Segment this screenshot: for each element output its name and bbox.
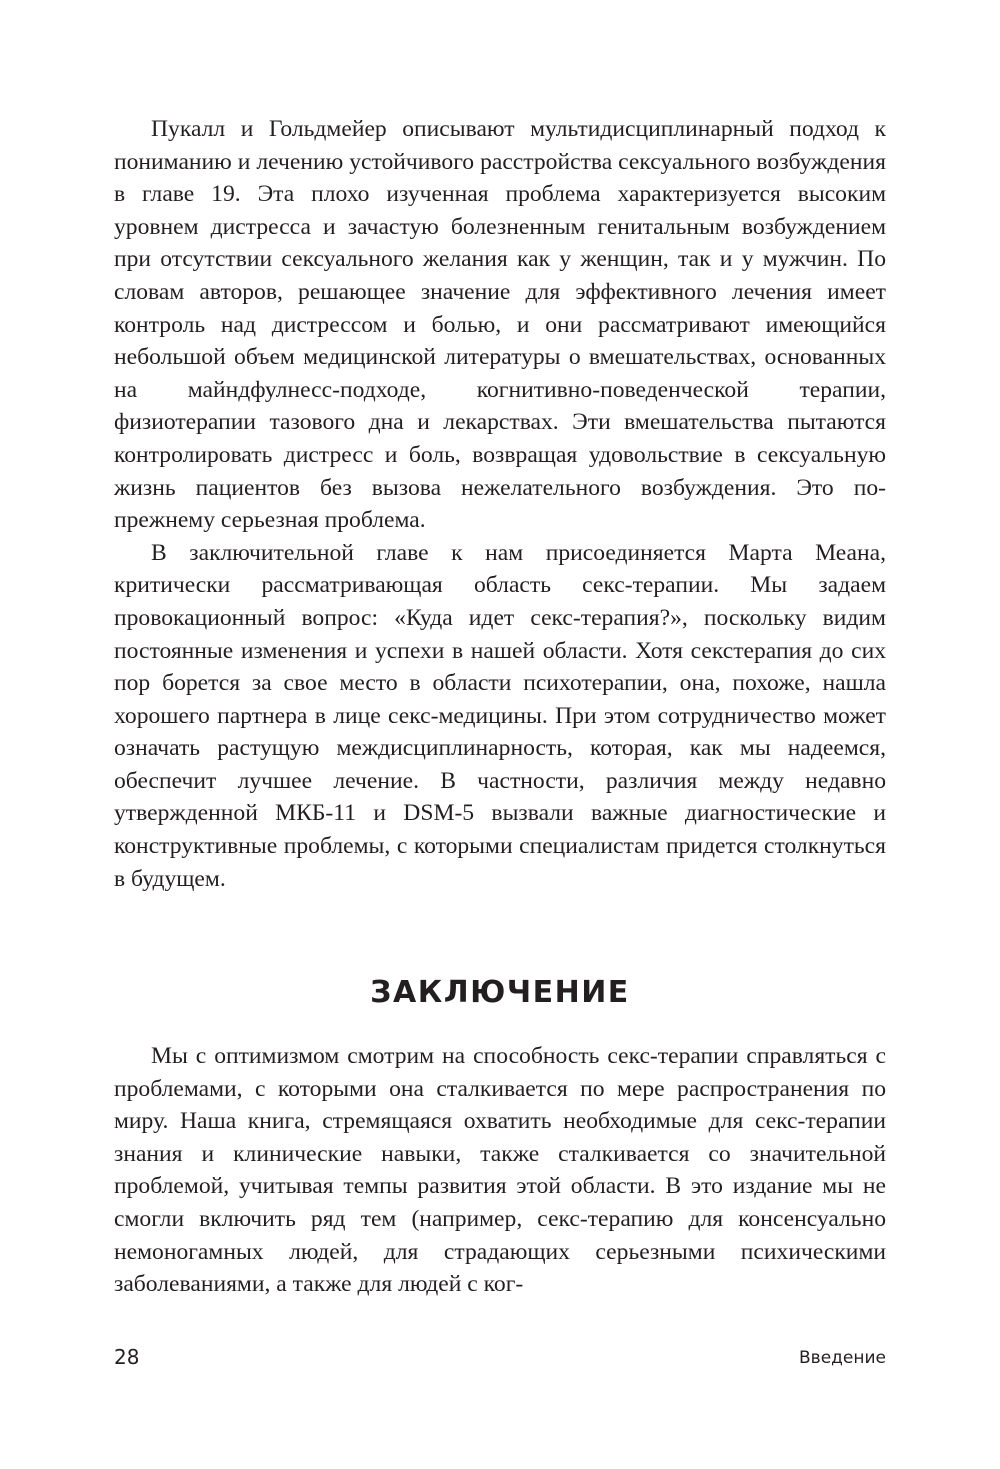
running-title: Введение: [799, 1348, 886, 1368]
paragraph: Мы с оптимизмом смотрим на способность секс-терапии справляться с проблемами, с которыми она сталкивается по мере распространения по миру. Наша книга, стремящаяся охватить необходимые для секс-терапии знания и клинические навыки, также сталкивается со значительной проблемой, учитывая темпы развития этой области. В это издание мы не смогли включить ряд тем (например, секс-терапию для консенсуально немоногамных людей, для страдающих серьезными психическими заболеваниями, а также для людей с ког-: [114, 1043, 886, 1298]
text-block-bottom: [114, 1040, 886, 1301]
section-heading: ЗАКЛЮЧЕНИЕ: [370, 975, 630, 1010]
page-number: 28: [114, 1345, 140, 1369]
paragraph: В заключительной главе к нам присоединяется Марта Меана, критически рассматривающая область секс-терапии. Мы задаем провокационный вопрос: «Куда идет секс-терапия?», поскольку видим постоянные изменения и успехи в нашей области. Хотя секстерапия до сих пор борется за свое место в области психотерапии, она, похоже, нашла хорошего партнера в лице секс-медицины. При этом сотрудничество может означать растущую междисциплинарность, которая, как мы надеемся, обеспечит лучшее лечение. В частности, различия между недавно утвержденной МКБ-11 и DSM-5 вызвали важные диагностические и конструктивные проблемы, с которыми специалистам придется столкнуться в будущем.: [114, 539, 886, 892]
text-block-top: [114, 113, 886, 895]
paragraph: Пукалл и Гольдмейер описывают мультидисциплинарный подход к пониманию и лечению устойчивого расстройства сексуального возбуждения в главе 19. Эта плохо изученная проблема характеризуется высоким уровнем дистресса и зачастую болезненным генитальным возбуждением при отсутствии сексуального желания как у женщин, так и у мужчин. По словам авторов, решающее значение для эффективного лечения имеет контроль над дистрессом и болью, и они рассматривают имеющийся небольшой объем медицинской литературы о вмешательствах, основанных на майндфулнесс-подходе, когнитивно-поведенческой терапии, физиотерапии тазового дна и лекарствах. Эти вмешательства пытаются контролировать дистресс и боль, возвращая удовольствие в сексуальную жизнь пациентов без вызова нежелательного возбуждения. Это по-прежнему серьезная проблема.: [114, 116, 886, 534]
